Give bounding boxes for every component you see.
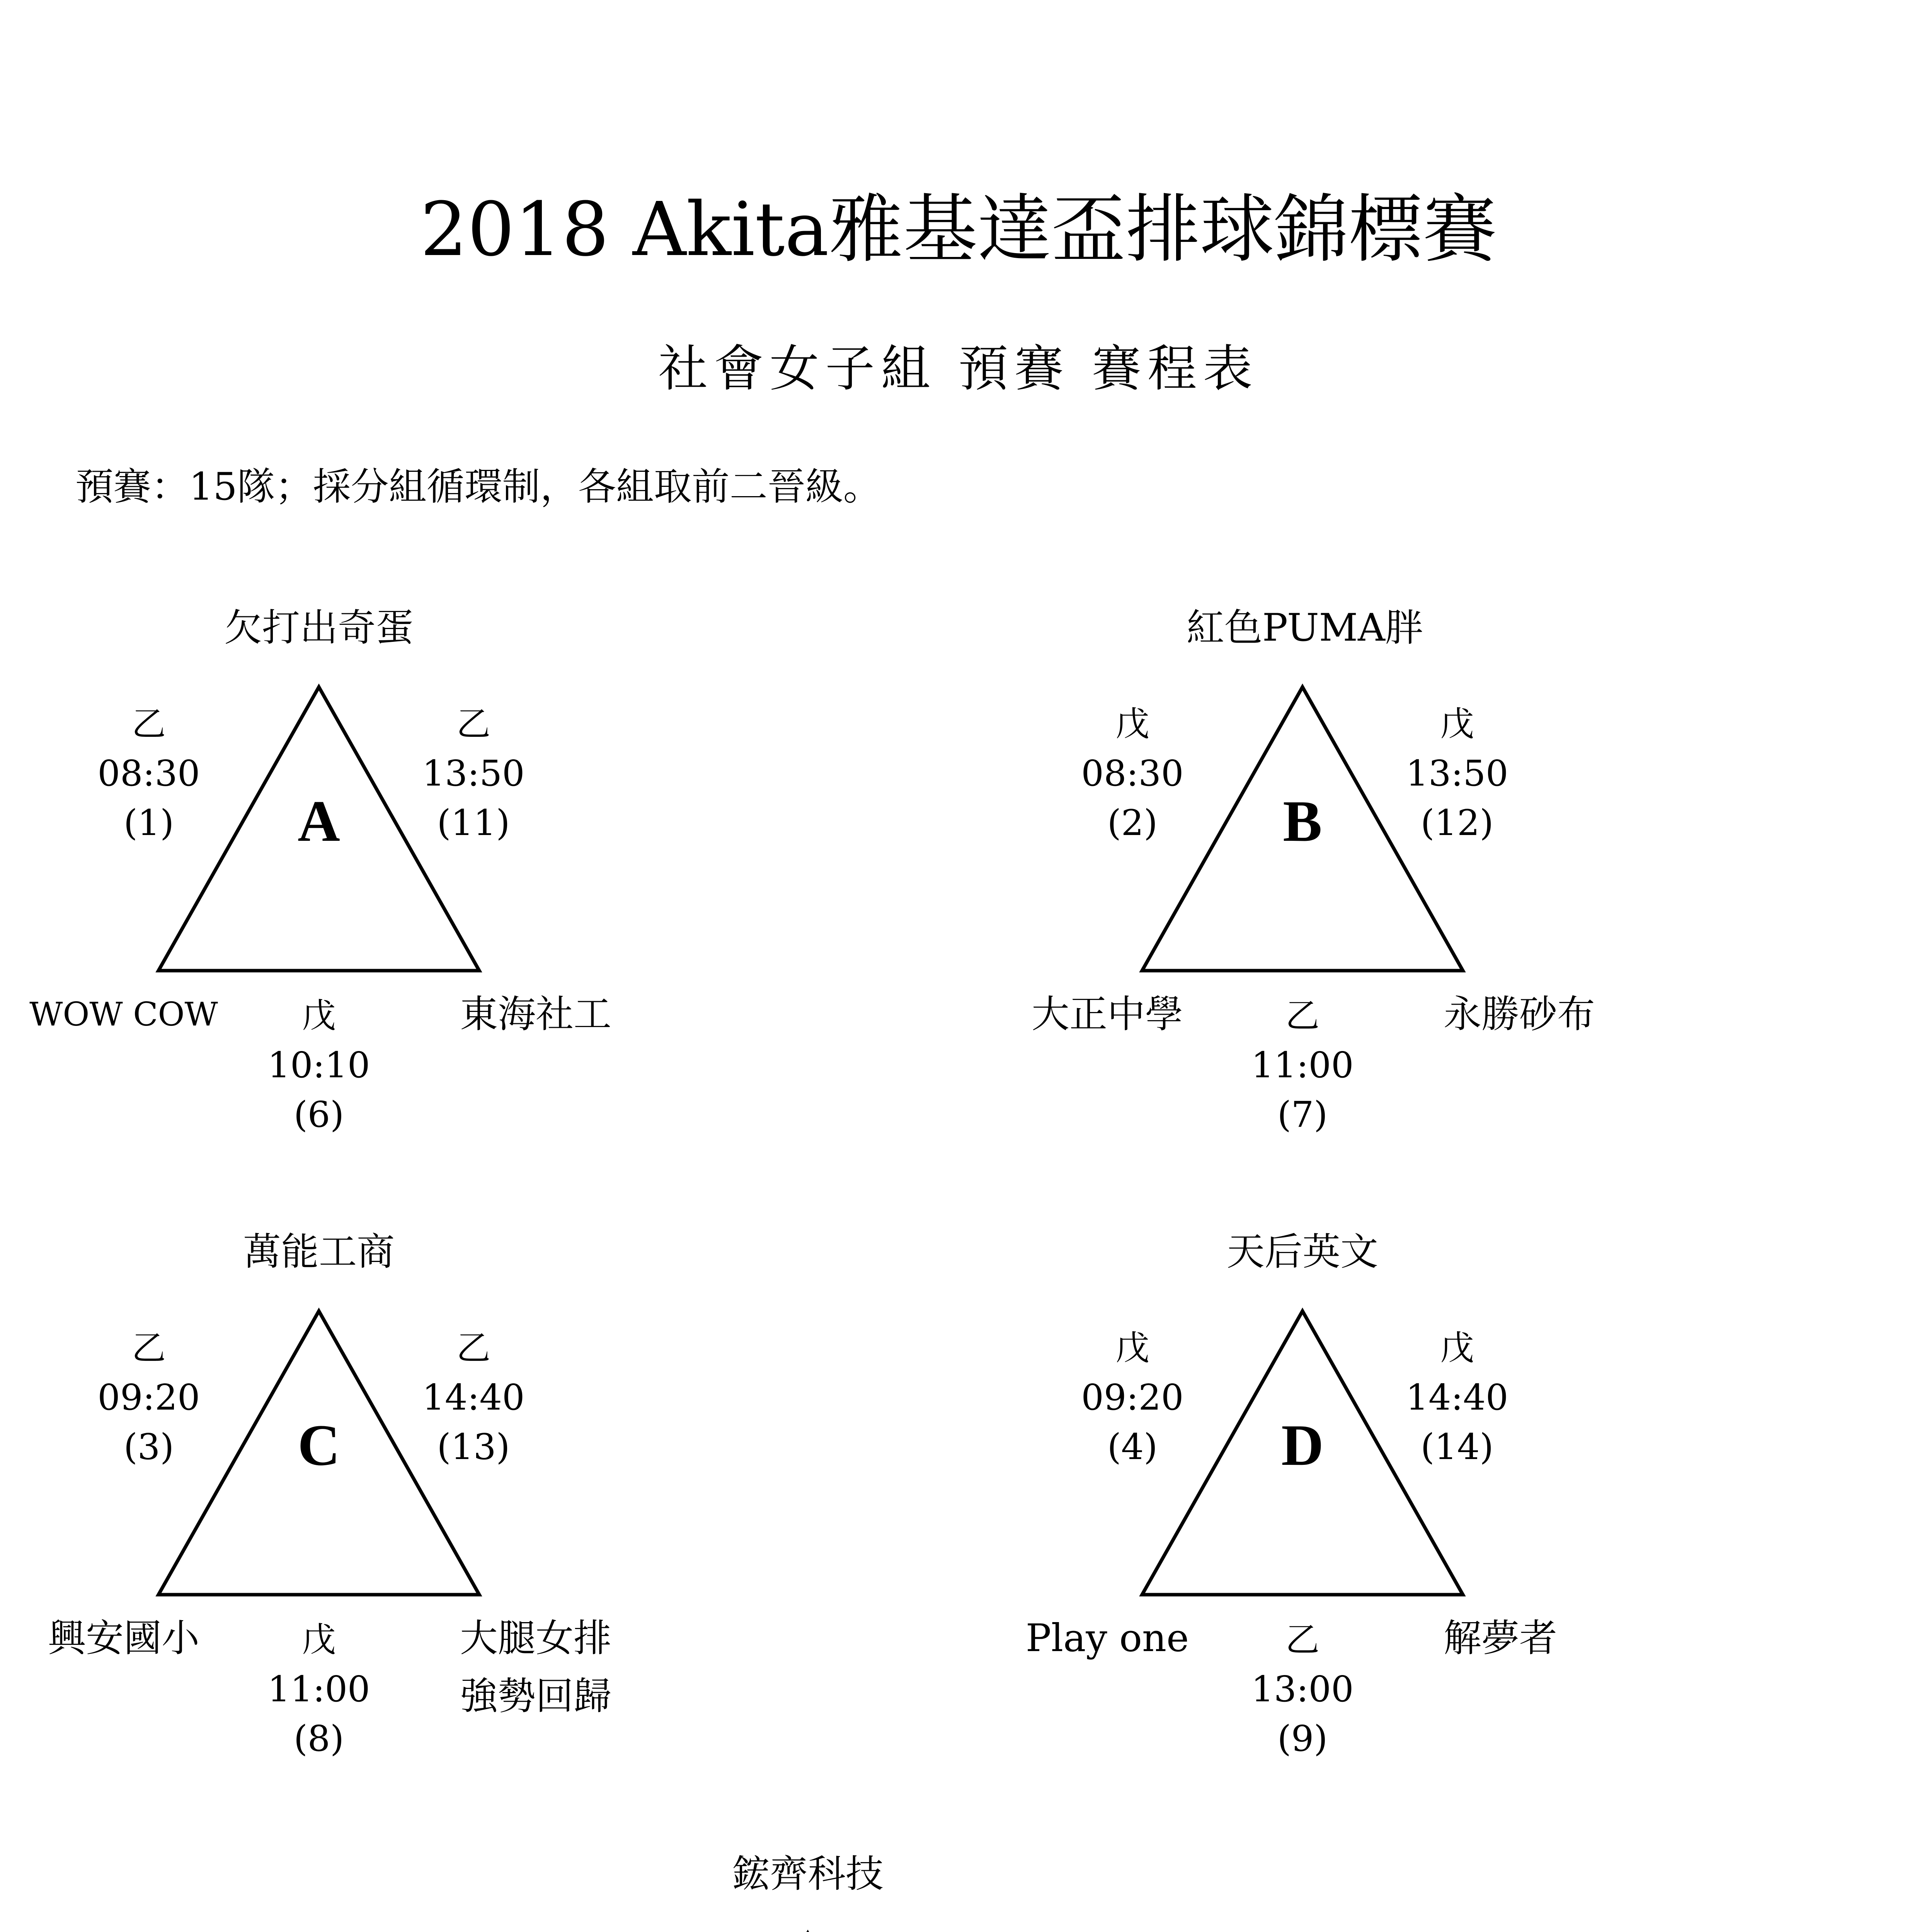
match-time: 08:30 <box>1081 753 1184 794</box>
match-number: (11) <box>437 802 510 844</box>
group-c-bottom-right-team: 大腿女排 <box>460 1616 612 1660</box>
match-time: 13:00 <box>1251 1668 1354 1710</box>
group-b-bottom-left-team: 大正中學 <box>1031 992 1183 1036</box>
match-court: 戊 <box>1440 704 1474 744</box>
match-number: (4) <box>1107 1426 1158 1468</box>
group-b-top-team: 紅色PUMA胖 <box>1187 606 1423 650</box>
match-number: (13) <box>437 1426 510 1468</box>
match-court: 戊 <box>1115 704 1149 744</box>
group-c-bottom-match <box>238 1615 400 1764</box>
group-c-letter: C <box>298 1413 340 1478</box>
match-court: 乙 <box>1285 1620 1319 1660</box>
match-time: 11:00 <box>267 1668 370 1710</box>
group-a-bottom-left-team: WOW COW <box>29 995 218 1033</box>
group-a-left-match <box>68 699 230 848</box>
match-time: 09:20 <box>1081 1377 1184 1418</box>
group-d-right-match <box>1376 1323 1538 1472</box>
match-time: 11:00 <box>1251 1044 1354 1086</box>
match-number: (14) <box>1420 1426 1494 1468</box>
match-number: (2) <box>1107 802 1158 844</box>
match-time: 14:40 <box>422 1377 525 1418</box>
match-number: (12) <box>1420 802 1494 844</box>
group-c-right-match <box>392 1323 555 1472</box>
group-d-bottom-match <box>1221 1615 1384 1764</box>
match-number: (6) <box>293 1094 344 1135</box>
group-d-bottom-left-team: Play one <box>1025 1616 1189 1660</box>
group-b <box>984 601 1757 1180</box>
match-court: 戊 <box>1440 1328 1474 1368</box>
group-e-top-team: 鋐齊科技 <box>732 1852 884 1896</box>
group-a-top-team: 欠打出奇蛋 <box>224 606 414 650</box>
group-d-top-team: 天后英文 <box>1226 1230 1378 1274</box>
group-b-bottom-right-team: 永勝砂布 <box>1444 992 1595 1036</box>
group-d-bottom-right-team: 解夢者 <box>1444 1616 1558 1660</box>
match-court: 戊 <box>1115 1328 1149 1368</box>
match-time: 14:40 <box>1406 1377 1508 1418</box>
group-b-letter: B <box>1283 789 1322 854</box>
group-d <box>984 1225 1757 1804</box>
match-court: 乙 <box>456 1328 490 1368</box>
group-c <box>0 1225 773 1804</box>
group-c-top-team: 萬能工商 <box>243 1230 395 1274</box>
match-court: 乙 <box>131 704 166 744</box>
group-d-letter: D <box>1281 1413 1324 1478</box>
match-number: (8) <box>293 1718 344 1759</box>
group-b-right-match <box>1376 699 1538 848</box>
match-court: 戊 <box>301 996 336 1036</box>
page-title: 2018 Akita雅基達盃排球錦標賽 <box>420 187 1497 273</box>
match-time: 10:10 <box>267 1044 370 1086</box>
group-a-bottom-right-team: 東海社工 <box>460 992 612 1036</box>
group-b-left-match <box>1051 699 1214 848</box>
group-c-bottom-left-team: 興安國小 <box>48 1616 199 1660</box>
group-a-bottom-match <box>238 991 400 1139</box>
match-number: (7) <box>1277 1094 1328 1135</box>
match-number: (9) <box>1277 1718 1328 1759</box>
format-note: 預賽：15隊；採分組循環制，各組取前二晉級。 <box>75 465 881 509</box>
group-a-right-match <box>392 699 555 848</box>
match-court: 乙 <box>131 1328 166 1368</box>
group-c-bottom-right-team-line2: 強勢回歸 <box>460 1674 612 1718</box>
match-court: 乙 <box>1285 996 1319 1036</box>
match-time: 08:30 <box>97 753 200 794</box>
match-time: 13:50 <box>1406 753 1508 794</box>
match-number: (3) <box>123 1426 174 1468</box>
match-number: (1) <box>123 802 174 844</box>
page-subtitle: 社會女子組 預賽 賽程表 <box>658 340 1259 398</box>
match-court: 乙 <box>456 704 490 744</box>
match-court: 戊 <box>301 1620 336 1660</box>
group-c-left-match <box>68 1323 230 1472</box>
group-b-bottom-match <box>1221 991 1384 1139</box>
group-e-triangle <box>644 1930 972 1932</box>
group-a <box>0 601 773 1180</box>
match-time: 09:20 <box>97 1377 200 1418</box>
match-time: 13:50 <box>422 753 525 794</box>
group-e <box>489 1847 1262 1932</box>
group-d-left-match <box>1051 1323 1214 1472</box>
group-a-letter: A <box>298 789 340 854</box>
